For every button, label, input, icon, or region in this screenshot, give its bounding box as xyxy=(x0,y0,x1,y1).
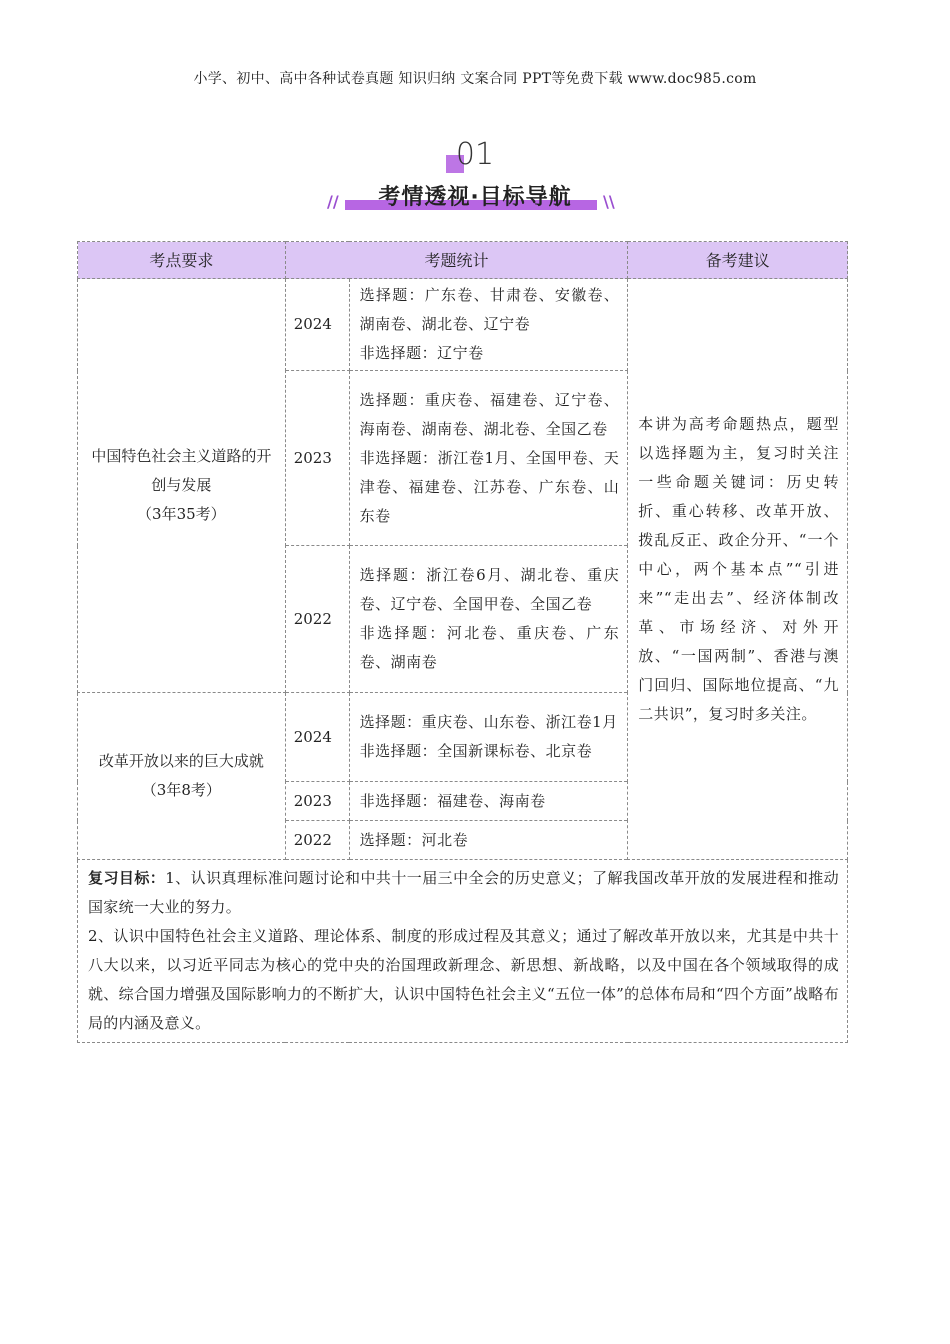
year-cell: 2024 xyxy=(285,693,349,782)
table-row xyxy=(78,279,848,371)
section-number: 01 xyxy=(455,137,495,172)
question-list: 选择题：重庆卷、山东卷、浙江卷1月 非选择题：全国新课标卷、北京卷 xyxy=(349,693,628,782)
topic-count: （3年35考） xyxy=(137,505,226,523)
year-cell: 2022 xyxy=(285,546,349,693)
title-slash-left: // xyxy=(327,192,339,211)
question-list: 选择题：河北卷 xyxy=(349,821,628,860)
year-cell: 2023 xyxy=(285,782,349,821)
page-header: 小学、初中、高中各种试卷真题 知识归纳 文案合同 PPT等免费下载 www.doc985.com xyxy=(193,71,757,87)
section-title-banner xyxy=(0,180,950,216)
header-topic-requirement: 考点要求 xyxy=(78,242,286,279)
question-list: 选择题：浙江卷6月、湖北卷、重庆卷、辽宁卷、全国甲卷、全国乙卷 非选择题：河北卷、重庆卷、广东卷、湖南卷 xyxy=(349,546,628,693)
table-header-row xyxy=(78,242,848,279)
year-cell: 2024 xyxy=(285,279,349,371)
question-list: 选择题：重庆卷、福建卷、辽宁卷、海南卷、湖南卷、湖北卷、全国乙卷 非选择题：浙江卷1月、全国甲卷、天津卷、福建卷、江苏卷、广东卷、山东卷 xyxy=(349,371,628,546)
topic-cell xyxy=(78,279,286,693)
section-title: 考情透视·目标导航 xyxy=(378,185,572,210)
topic-name: 改革开放以来的巨大成就 xyxy=(98,752,264,770)
question-list: 非选择题：福建卷、海南卷 xyxy=(349,782,628,821)
topic-name: 中国特色社会主义道路的开创与发展 xyxy=(91,447,272,494)
topic-count: （3年8考） xyxy=(141,781,221,799)
advice-cell: 本讲为高考命题热点，题型以选择题为主，复习时关注一些命题关键词：历史转折、重心转移、改革开放、拨乱反正、政企分开、“一个中心，两个基本点”“引进来”“走出去”、经济体制改革、市场经济、对外开放、“一国两制”、香港与澳门回归、国际地位提高、“九二共识”，复习时多关注。 xyxy=(628,279,848,860)
year-cell: 2023 xyxy=(285,371,349,546)
topic-cell xyxy=(78,693,286,860)
title-slash-right: \\ xyxy=(603,192,615,211)
header-exam-statistics: 考题统计 xyxy=(285,242,628,279)
goal-item-1: 1、认识真理标准问题讨论和中共十一届三中全会的历史意义；了解我国改革开放的发展进程和推动国家统一大业的努力。 xyxy=(88,869,839,916)
goal-item-2: 2、认识中国特色社会主义道路、理论体系、制度的形成过程及其意义；通过了解改革开放以来，尤其是中共十八大以来，以习近平同志为核心的党中央的治国理政新理念、新思想、新战略，以及中国在各个领域取得的成就、综合国力增强及国际影响力的不断扩大，认识中国特色社会主义“五位一体”的总体布局和“四个方面”战略布局的内涵及意义。 xyxy=(88,927,839,1032)
review-goals xyxy=(78,860,848,1043)
question-list: 选择题：广东卷、甘肃卷、安徽卷、湖南卷、湖北卷、辽宁卷 非选择题：辽宁卷 xyxy=(349,279,628,371)
goals-label: 复习目标： xyxy=(88,869,166,887)
goals-row xyxy=(78,860,848,1043)
header-study-advice: 备考建议 xyxy=(628,242,848,279)
exam-analysis-table xyxy=(77,241,848,1043)
year-cell: 2022 xyxy=(285,821,349,860)
